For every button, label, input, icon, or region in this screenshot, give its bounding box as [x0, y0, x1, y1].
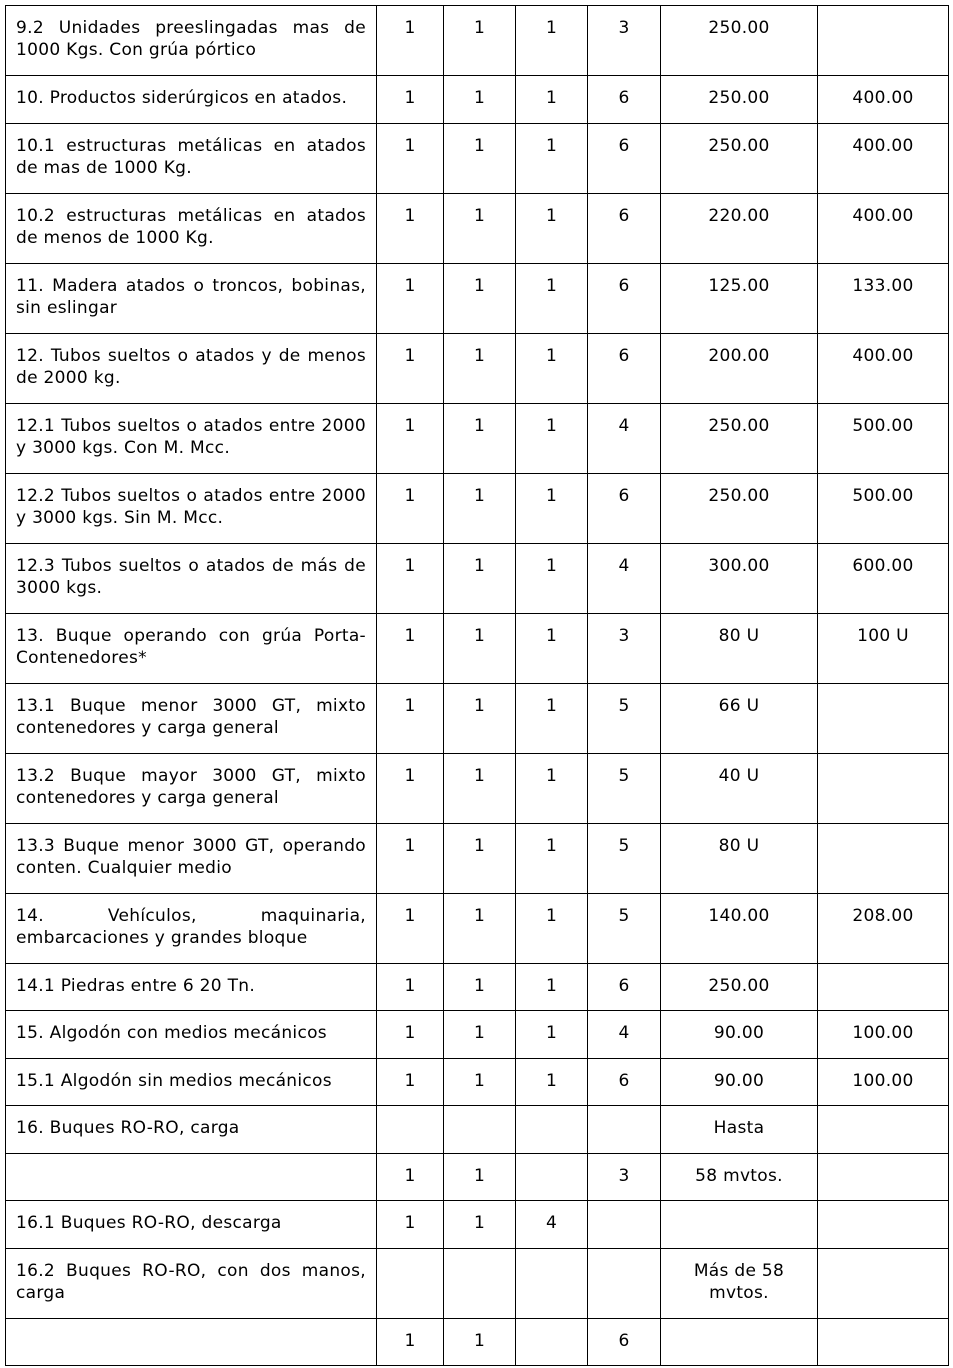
- col4-cell: 3: [588, 1153, 661, 1201]
- col3-cell: 1: [516, 6, 588, 76]
- table-row: [6, 893, 949, 963]
- description-cell: 16.1 Buques RO-RO, descarga: [6, 1201, 377, 1249]
- col4-cell: 6: [588, 1318, 661, 1366]
- col6-value-cell: [818, 823, 949, 893]
- description-cell: 12.1 Tubos sueltos o atados entre 2000 y 3000 kgs. Con M. Mcc.: [6, 403, 377, 473]
- col5-value-cell: 250.00: [661, 963, 818, 1011]
- col2-cell: 1: [444, 263, 516, 333]
- col4-cell: 6: [588, 123, 661, 193]
- description-cell: 10.1 estructuras metálicas en atados de mas de 1000 Kg.: [6, 123, 377, 193]
- col6-value-cell: [818, 1153, 949, 1201]
- col5-value-cell: 250.00: [661, 76, 818, 124]
- col6-value-cell: 100 U: [818, 613, 949, 683]
- table-row: [6, 263, 949, 333]
- col3-cell: 1: [516, 1011, 588, 1059]
- col2-cell: 1: [444, 893, 516, 963]
- col5-value-cell: 300.00: [661, 543, 818, 613]
- table-row: [6, 76, 949, 124]
- col6-value-cell: 100.00: [818, 1011, 949, 1059]
- col5-value-cell: 250.00: [661, 473, 818, 543]
- col4-cell: 4: [588, 543, 661, 613]
- col5-value-cell: 250.00: [661, 6, 818, 76]
- col3-cell: 1: [516, 1058, 588, 1106]
- description-cell: 10. Productos siderúrgicos en atados.: [6, 76, 377, 124]
- col3-cell: 1: [516, 76, 588, 124]
- col5-value-cell: 90.00: [661, 1058, 818, 1106]
- col6-value-cell: [818, 6, 949, 76]
- col2-cell: 1: [444, 76, 516, 124]
- col4-cell: 5: [588, 753, 661, 823]
- col3-cell: 1: [516, 473, 588, 543]
- col5-value-cell: 80 U: [661, 823, 818, 893]
- description-cell: 9.2 Unidades preeslingadas mas de 1000 Kgs. Con grúa pórtico: [6, 6, 377, 76]
- col3-cell: 1: [516, 403, 588, 473]
- col2-cell: [444, 1106, 516, 1154]
- col2-cell: 1: [444, 613, 516, 683]
- col5-value-cell: 250.00: [661, 123, 818, 193]
- table-row: [6, 543, 949, 613]
- col5-value-cell: 220.00: [661, 193, 818, 263]
- col5-value-cell: 200.00: [661, 333, 818, 403]
- col2-cell: [444, 1248, 516, 1318]
- description-cell: 13.1 Buque menor 3000 GT, mixto contenedores y carga general: [6, 683, 377, 753]
- col4-cell: 4: [588, 1011, 661, 1059]
- table-row: [6, 1153, 949, 1201]
- col5-value-cell: [661, 1318, 818, 1366]
- table-row: [6, 473, 949, 543]
- col3-cell: 1: [516, 963, 588, 1011]
- col2-cell: 1: [444, 1058, 516, 1106]
- col3-cell: 1: [516, 333, 588, 403]
- col1-cell: 1: [377, 473, 444, 543]
- col4-cell: 5: [588, 823, 661, 893]
- col5-value-cell: Hasta: [661, 1106, 818, 1154]
- col4-cell: 6: [588, 963, 661, 1011]
- col3-cell: 1: [516, 893, 588, 963]
- description-cell: 16.2 Buques RO-RO, con dos manos, carga: [6, 1248, 377, 1318]
- col5-value-cell: 58 mvtos.: [661, 1153, 818, 1201]
- table-row: [6, 823, 949, 893]
- col1-cell: 1: [377, 1058, 444, 1106]
- col6-value-cell: 500.00: [818, 473, 949, 543]
- table-row: [6, 1201, 949, 1249]
- rates-table: [5, 5, 949, 1366]
- col3-cell: 1: [516, 753, 588, 823]
- col3-cell: [516, 1106, 588, 1154]
- col5-value-cell: 66 U: [661, 683, 818, 753]
- col2-cell: 1: [444, 333, 516, 403]
- col5-value-cell: 140.00: [661, 893, 818, 963]
- col1-cell: 1: [377, 1318, 444, 1366]
- col5-value-cell: Más de 58 mvtos.: [661, 1248, 818, 1318]
- description-cell: 12.3 Tubos sueltos o atados de más de 3000 kgs.: [6, 543, 377, 613]
- description-cell: [6, 1318, 377, 1366]
- col6-value-cell: 400.00: [818, 76, 949, 124]
- col4-cell: 6: [588, 263, 661, 333]
- description-cell: 13.2 Buque mayor 3000 GT, mixto contenedores y carga general: [6, 753, 377, 823]
- col5-value-cell: 80 U: [661, 613, 818, 683]
- table-row: [6, 123, 949, 193]
- col4-cell: 3: [588, 613, 661, 683]
- col3-cell: [516, 1318, 588, 1366]
- col2-cell: 1: [444, 1011, 516, 1059]
- col1-cell: 1: [377, 963, 444, 1011]
- col4-cell: 4: [588, 403, 661, 473]
- col2-cell: 1: [444, 1153, 516, 1201]
- col2-cell: 1: [444, 543, 516, 613]
- col2-cell: 1: [444, 823, 516, 893]
- description-cell: 13.3 Buque menor 3000 GT, operando conten. Cualquier medio: [6, 823, 377, 893]
- col5-value-cell: 40 U: [661, 753, 818, 823]
- col2-cell: 1: [444, 403, 516, 473]
- col4-cell: 6: [588, 193, 661, 263]
- col6-value-cell: 500.00: [818, 403, 949, 473]
- col6-value-cell: 208.00: [818, 893, 949, 963]
- col6-value-cell: 400.00: [818, 123, 949, 193]
- col2-cell: 1: [444, 683, 516, 753]
- col3-cell: 1: [516, 263, 588, 333]
- description-cell: 15.1 Algodón sin medios mecánicos: [6, 1058, 377, 1106]
- col1-cell: [377, 1106, 444, 1154]
- col3-cell: 1: [516, 823, 588, 893]
- description-cell: 13. Buque operando con grúa Porta-Contenedores*: [6, 613, 377, 683]
- col1-cell: 1: [377, 1153, 444, 1201]
- col4-cell: [588, 1106, 661, 1154]
- col3-cell: 1: [516, 543, 588, 613]
- col6-value-cell: 100.00: [818, 1058, 949, 1106]
- col1-cell: 1: [377, 1011, 444, 1059]
- col6-value-cell: [818, 1248, 949, 1318]
- col1-cell: 1: [377, 543, 444, 613]
- table-row: [6, 333, 949, 403]
- col1-cell: 1: [377, 893, 444, 963]
- col4-cell: [588, 1248, 661, 1318]
- col6-value-cell: [818, 1106, 949, 1154]
- table-row: [6, 613, 949, 683]
- col6-value-cell: [818, 1201, 949, 1249]
- col1-cell: 1: [377, 263, 444, 333]
- col5-value-cell: 90.00: [661, 1011, 818, 1059]
- col4-cell: 6: [588, 1058, 661, 1106]
- table-row: [6, 1058, 949, 1106]
- description-cell: 10.2 estructuras metálicas en atados de menos de 1000 Kg.: [6, 193, 377, 263]
- col2-cell: 1: [444, 1318, 516, 1366]
- col3-cell: [516, 1248, 588, 1318]
- col2-cell: 1: [444, 753, 516, 823]
- col6-value-cell: 133.00: [818, 263, 949, 333]
- col2-cell: 1: [444, 193, 516, 263]
- table-row: [6, 1106, 949, 1154]
- col1-cell: 1: [377, 683, 444, 753]
- description-cell: 16. Buques RO-RO, carga: [6, 1106, 377, 1154]
- col2-cell: 1: [444, 473, 516, 543]
- col5-value-cell: [661, 1201, 818, 1249]
- col1-cell: 1: [377, 6, 444, 76]
- col6-value-cell: [818, 1318, 949, 1366]
- col3-cell: 1: [516, 613, 588, 683]
- table-row: [6, 1248, 949, 1318]
- description-cell: 12. Tubos sueltos o atados y de menos de 2000 kg.: [6, 333, 377, 403]
- col4-cell: 5: [588, 893, 661, 963]
- col2-cell: 1: [444, 963, 516, 1011]
- col6-value-cell: 400.00: [818, 333, 949, 403]
- col5-value-cell: 250.00: [661, 403, 818, 473]
- col3-cell: [516, 1153, 588, 1201]
- description-cell: 14.1 Piedras entre 6 20 Tn.: [6, 963, 377, 1011]
- col4-cell: 6: [588, 473, 661, 543]
- description-cell: 12.2 Tubos sueltos o atados entre 2000 y 3000 kgs. Sin M. Mcc.: [6, 473, 377, 543]
- col1-cell: 1: [377, 753, 444, 823]
- table-row: [6, 193, 949, 263]
- description-cell: 15. Algodón con medios mecánicos: [6, 1011, 377, 1059]
- col6-value-cell: [818, 963, 949, 1011]
- col1-cell: 1: [377, 403, 444, 473]
- col3-cell: 1: [516, 193, 588, 263]
- col4-cell: [588, 1201, 661, 1249]
- col6-value-cell: 400.00: [818, 193, 949, 263]
- col2-cell: 1: [444, 6, 516, 76]
- col2-cell: 1: [444, 123, 516, 193]
- col3-cell: 1: [516, 123, 588, 193]
- table-row: [6, 1318, 949, 1366]
- col1-cell: 1: [377, 1201, 444, 1249]
- description-cell: [6, 1153, 377, 1201]
- rates-table-body: [6, 6, 949, 1366]
- col4-cell: 5: [588, 683, 661, 753]
- col5-value-cell: 125.00: [661, 263, 818, 333]
- table-row: [6, 753, 949, 823]
- description-cell: 14. Vehículos, maquinaria, embarcaciones y grandes bloque: [6, 893, 377, 963]
- col4-cell: 6: [588, 333, 661, 403]
- col6-value-cell: 600.00: [818, 543, 949, 613]
- col1-cell: 1: [377, 123, 444, 193]
- table-row: [6, 683, 949, 753]
- col1-cell: 1: [377, 823, 444, 893]
- col1-cell: [377, 1248, 444, 1318]
- col1-cell: 1: [377, 333, 444, 403]
- table-row: [6, 403, 949, 473]
- col1-cell: 1: [377, 613, 444, 683]
- col3-cell: 1: [516, 683, 588, 753]
- col4-cell: 3: [588, 6, 661, 76]
- description-cell: 11. Madera atados o troncos, bobinas, sin eslingar: [6, 263, 377, 333]
- col1-cell: 1: [377, 76, 444, 124]
- col4-cell: 6: [588, 76, 661, 124]
- table-row: [6, 6, 949, 76]
- table-row: [6, 963, 949, 1011]
- table-row: [6, 1011, 949, 1059]
- col6-value-cell: [818, 683, 949, 753]
- col2-cell: 1: [444, 1201, 516, 1249]
- col3-cell: 4: [516, 1201, 588, 1249]
- col1-cell: 1: [377, 193, 444, 263]
- col6-value-cell: [818, 753, 949, 823]
